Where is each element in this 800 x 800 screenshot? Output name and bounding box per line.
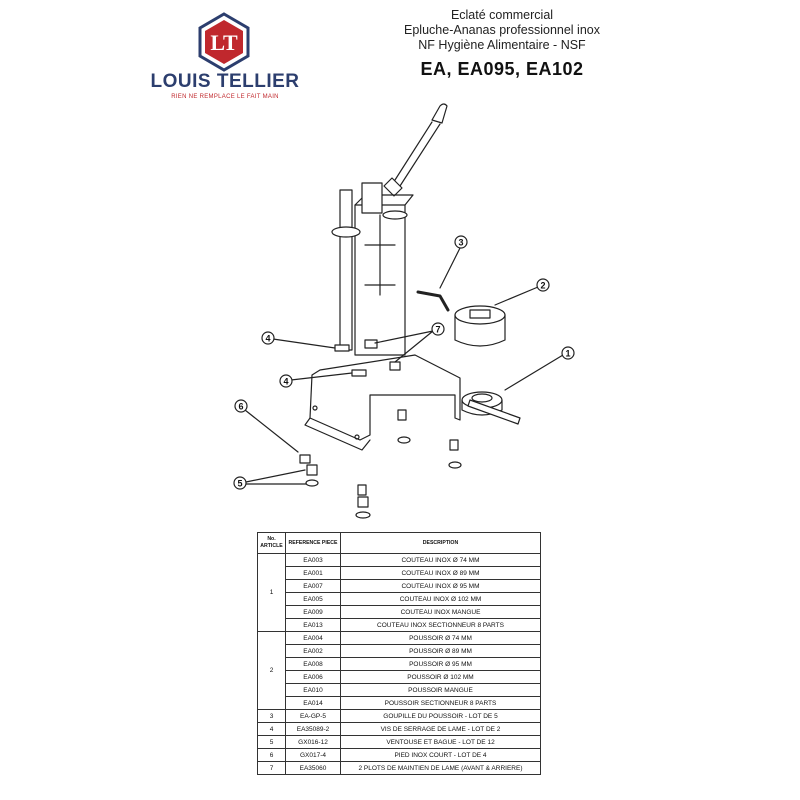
description-cell: COUTEAU INOX Ø 89 MM	[341, 567, 541, 580]
header-article: No. ARTICLE	[258, 533, 286, 554]
description-cell: GOUPILLE DU POUSSOIR - LOT DE 5	[341, 710, 541, 723]
doc-title-line3: NF Hygiène Alimentaire - NSF	[418, 38, 586, 52]
article-number-cell: 6	[258, 749, 286, 762]
header-description: DESCRIPTION	[341, 533, 541, 554]
table-row	[258, 697, 541, 710]
callout-5	[234, 470, 306, 489]
svg-text:5: 5	[237, 478, 243, 489]
description-cell: POUSSOIR Ø 102 MM	[341, 671, 541, 684]
table-row	[258, 749, 541, 762]
reference-cell: EA006	[286, 671, 341, 684]
header-reference: REFERENCE PIECE	[286, 533, 341, 554]
exploded-diagram	[220, 95, 600, 535]
table-header-row	[258, 533, 541, 554]
svg-text:3: 3	[458, 237, 464, 248]
article-number-cell: 2	[258, 632, 286, 710]
table-row	[258, 593, 541, 606]
reference-cell: EA004	[286, 632, 341, 645]
doc-model-numbers: EA, EA095, EA102	[420, 59, 584, 79]
brand-name: LOUIS TELLIER	[150, 71, 300, 92]
reference-cell: EA35060	[286, 762, 341, 775]
lt-badge-icon	[194, 12, 254, 72]
table-row	[258, 606, 541, 619]
parts-table	[257, 532, 541, 775]
reference-cell: EA008	[286, 658, 341, 671]
description-cell: POUSSOIR SECTIONNEUR 8 PARTS	[341, 697, 541, 710]
description-cell: COUTEAU INOX Ø 74 MM	[341, 554, 541, 567]
table-row	[258, 684, 541, 697]
knife-part	[462, 392, 520, 424]
callout-3	[440, 236, 467, 288]
description-cell: COUTEAU INOX Ø 95 MM	[341, 580, 541, 593]
table-row	[258, 658, 541, 671]
description-cell: VIS DE SERRAGE DE LAME - LOT DE 2	[341, 723, 541, 736]
callout-4a	[262, 332, 335, 348]
article-number-cell: 7	[258, 762, 286, 775]
table-row	[258, 554, 541, 567]
reference-cell: EA010	[286, 684, 341, 697]
article-number-cell: 5	[258, 736, 286, 749]
table-row	[258, 645, 541, 658]
svg-text:4: 4	[265, 333, 271, 344]
table-row	[258, 762, 541, 775]
pusher-part	[455, 306, 505, 346]
reference-cell: EA001	[286, 567, 341, 580]
svg-text:4: 4	[283, 376, 289, 387]
table-row	[258, 671, 541, 684]
reference-cell: EA-GP-5	[286, 710, 341, 723]
table-row	[258, 567, 541, 580]
base-plate	[305, 355, 460, 450]
machine-column	[332, 183, 413, 355]
description-cell: VENTOUSE ET BAGUE - LOT DE 12	[341, 736, 541, 749]
description-cell: COUTEAU INOX SECTIONNEUR 8 PARTS	[341, 619, 541, 632]
svg-text:1: 1	[565, 348, 571, 359]
reference-cell: EA003	[286, 554, 341, 567]
reference-cell: EA007	[286, 580, 341, 593]
doc-title-line1: Eclaté commercial	[450, 8, 554, 22]
callout-2	[495, 279, 549, 305]
reference-cell: EA013	[286, 619, 341, 632]
reference-cell: GX016-12	[286, 736, 341, 749]
article-number-cell: 4	[258, 723, 286, 736]
doc-title-line2: Epluche-Ananas professionnel inox	[404, 23, 600, 37]
pin-part	[418, 292, 448, 310]
reference-cell: GX017-4	[286, 749, 341, 762]
feet-parts	[300, 410, 461, 518]
table-row	[258, 580, 541, 593]
callout-1	[505, 347, 574, 390]
article-number-cell: 3	[258, 710, 286, 723]
table-row	[258, 632, 541, 645]
description-cell: COUTEAU INOX MANGUE	[341, 606, 541, 619]
svg-text:6: 6	[238, 401, 244, 412]
badge-text: LT	[210, 30, 238, 55]
description-cell: POUSSOIR MANGUE	[341, 684, 541, 697]
description-cell: PIED INOX COURT - LOT DE 4	[341, 749, 541, 762]
brand-tagline: RIEN NE REMPLACE LE FAIT MAIN	[171, 94, 279, 100]
lever-handle	[384, 104, 447, 196]
reference-cell: EA002	[286, 645, 341, 658]
table-row	[258, 736, 541, 749]
description-cell: POUSSOIR Ø 89 MM	[341, 645, 541, 658]
table-row	[258, 619, 541, 632]
description-cell: COUTEAU INOX Ø 102 MM	[341, 593, 541, 606]
reference-cell: EA005	[286, 593, 341, 606]
svg-text:7: 7	[435, 324, 441, 335]
reference-cell: EA35089-2	[286, 723, 341, 736]
reference-cell: EA009	[286, 606, 341, 619]
callout-6	[235, 400, 298, 452]
parts-table-body	[258, 554, 541, 775]
svg-text:2: 2	[540, 280, 546, 291]
table-row	[258, 710, 541, 723]
document-header	[372, 8, 632, 80]
table-row	[258, 723, 541, 736]
description-cell: 2 PLOTS DE MAINTIEN DE LAME (AVANT & ARRIERE)	[341, 762, 541, 775]
article-number-cell: 1	[258, 554, 286, 632]
brand-logo	[150, 8, 300, 108]
description-cell: POUSSOIR Ø 74 MM	[341, 632, 541, 645]
reference-cell: EA014	[286, 697, 341, 710]
description-cell: POUSSOIR Ø 95 MM	[341, 658, 541, 671]
